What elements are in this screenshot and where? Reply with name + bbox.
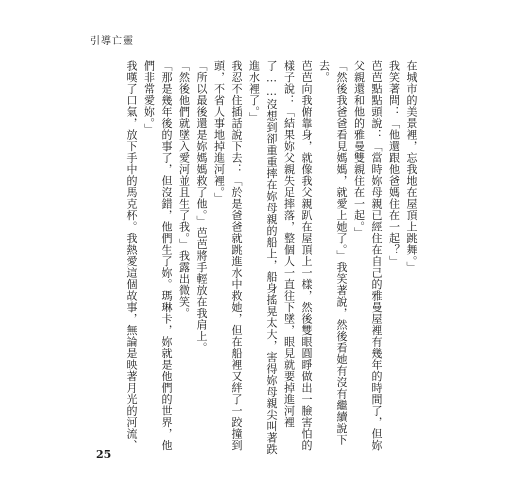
- paragraph: 「然後他們就墜入愛河並且生了我。」我露出微笑。: [177, 60, 191, 319]
- paragraph: 「那是幾年後的事了，但沒錯，他們生了妳。瑪琳卡，妳就是他們的世界，他們非常愛妳。」: [142, 60, 173, 451]
- paragraph: 我忍不住插話說下去：「於是爸爸就跳進水中救她，但在船裡又絆了一跤撞到頭，不省人事地掉進河裡。」: [212, 60, 243, 451]
- page-number: 25: [96, 448, 112, 461]
- paragraph: 我嘆了口氣，放下手中的馬克杯。我熱愛這個故事，無論是映著月光的河流、: [125, 60, 138, 451]
- body-text: [110, 60, 420, 460]
- paragraph: 我笑著問：「他還跟他爸媽住在一起？」: [387, 60, 401, 267]
- running-head: 引導亡靈: [90, 36, 134, 47]
- paragraph: 芭芭點點頭說：「當時妳母親已經住在自己的雅曼屋裡有幾年的時間了，但妳父親還和他的雅曼雙親住在一起。」: [352, 60, 383, 451]
- paragraph: 「所以最後還是妳媽媽救了他。」芭芭將手輕放在我肩上。: [195, 60, 208, 354]
- paragraph: 「然後我爸爸看見媽媽，就愛上她了。」我笑著說，然後看她有沒有繼續說下去。: [317, 60, 348, 446]
- paragraph: 芭芭向我俯靠身，就像我父親趴在屋頂上一樣，然後雙眼圓睜做出一臉害怕的樣子說：「結果妳父親失足摔落，整個人一直往下墜，眼見就要掉進河裡了……沒想到卻重重摔在妳母親的船上，船身搖晃太大，害得妳母親尖叫著跌進水裡了。」: [247, 60, 313, 455]
- paragraph: 在城市的美景裡，忘我地在屋頂上跳舞。」: [405, 60, 418, 273]
